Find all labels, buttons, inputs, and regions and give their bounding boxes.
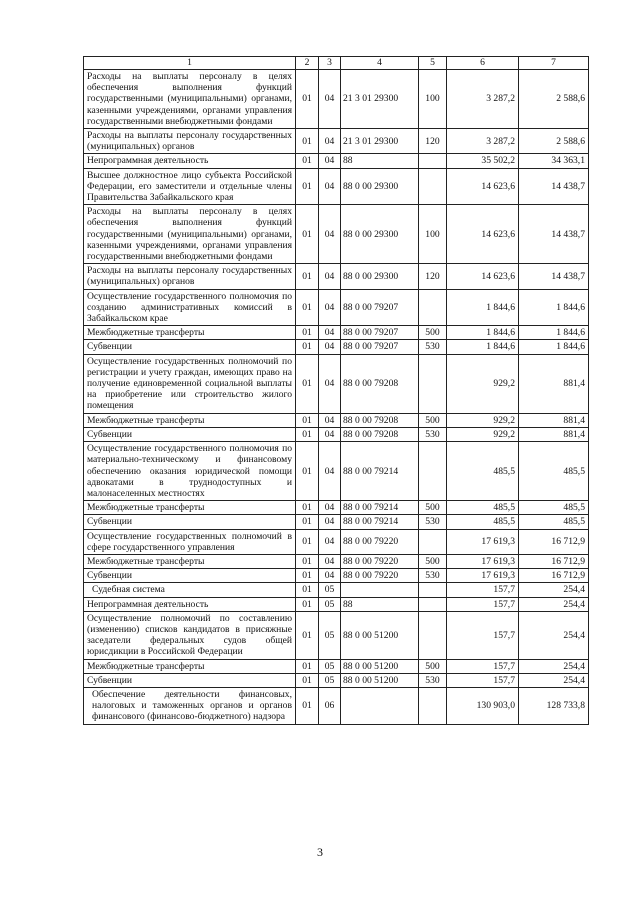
row-name-cell: Непрограммная деятельность [84,597,296,611]
table-row [84,70,589,129]
section-code-cell: 01 [296,168,319,205]
subsection-code-cell: 05 [319,659,341,673]
target-article-cell: 88 0 00 79214 [341,442,419,501]
row-name-cell: Осуществление государственного полномочия по материально-техническому и финансовому обеспечению оказания юридической помощи адвокатами в труднодоступных и малонаселенных местностях [84,442,296,501]
expense-type-cell [419,611,447,659]
subsection-code-cell: 05 [319,597,341,611]
table-row [84,515,589,529]
row-name-cell: Межбюджетные трансферты [84,501,296,515]
amount-col6-cell: 35 502,2 [447,154,519,168]
amount-col7-cell: 881,4 [519,413,589,427]
subsection-code-cell: 04 [319,70,341,129]
amount-col7-cell: 14 438,7 [519,264,589,289]
section-code-cell: 01 [296,659,319,673]
amount-col6-cell: 157,7 [447,659,519,673]
amount-col7-cell: 254,4 [519,597,589,611]
expense-type-cell: 500 [419,326,447,340]
table-row [84,583,589,597]
amount-col6-cell: 929,2 [447,354,519,413]
target-article-cell: 88 0 00 79214 [341,501,419,515]
section-code-cell: 01 [296,597,319,611]
section-code-cell: 01 [296,442,319,501]
table-row [84,529,589,554]
expense-type-cell [419,597,447,611]
target-article-cell: 21 3 01 29300 [341,70,419,129]
target-article-cell: 88 0 00 79220 [341,569,419,583]
amount-col7-cell: 34 363,1 [519,154,589,168]
expense-type-cell: 530 [419,569,447,583]
table-row [84,427,589,441]
subsection-code-cell: 04 [319,515,341,529]
expense-type-cell [419,354,447,413]
amount-col7-cell: 881,4 [519,427,589,441]
row-name-cell: Непрограммная деятельность [84,154,296,168]
table-row [84,687,589,724]
budget-table [83,56,589,725]
subsection-code-cell: 05 [319,611,341,659]
amount-col7-cell: 16 712,9 [519,529,589,554]
amount-col6-cell: 17 619,3 [447,529,519,554]
amount-col6-cell: 485,5 [447,515,519,529]
amount-col6-cell: 3 287,2 [447,70,519,129]
row-name-cell: Субвенции [84,673,296,687]
target-article-cell: 88 [341,597,419,611]
table-row [84,413,589,427]
subsection-code-cell: 04 [319,529,341,554]
amount-col7-cell: 128 733,8 [519,687,589,724]
section-code-cell: 01 [296,673,319,687]
amount-col6-cell: 157,7 [447,673,519,687]
expense-type-cell: 120 [419,129,447,154]
page-number: 3 [317,845,323,859]
row-name-cell: Осуществление государственного полномочия по созданию административных комиссий в Забайкальском крае [84,289,296,326]
amount-col7-cell: 254,4 [519,611,589,659]
table-header-row [84,57,589,70]
amount-col7-cell: 14 438,7 [519,168,589,205]
amount-col7-cell: 2 588,6 [519,129,589,154]
table-row [84,168,589,205]
target-article-cell: 88 0 00 51200 [341,659,419,673]
target-article-cell: 88 0 00 79207 [341,340,419,354]
section-code-cell: 01 [296,129,319,154]
section-code-cell: 01 [296,583,319,597]
row-name-cell: Расходы на выплаты персоналу в целях обеспечения выполнения функций государственными (муниципальными) органами, казенными учреждениями, органами управления государственными внебюджетными фондами [84,205,296,264]
amount-col7-cell: 254,4 [519,583,589,597]
table-row [84,354,589,413]
header-cell: 3 [319,57,341,70]
section-code-cell: 01 [296,569,319,583]
subsection-code-cell: 05 [319,583,341,597]
section-code-cell: 01 [296,554,319,568]
subsection-code-cell: 04 [319,413,341,427]
amount-col6-cell: 157,7 [447,583,519,597]
amount-col6-cell: 17 619,3 [447,569,519,583]
expense-type-cell: 530 [419,673,447,687]
amount-col7-cell: 485,5 [519,501,589,515]
target-article-cell: 88 0 00 51200 [341,673,419,687]
row-name-cell: Осуществление государственных полномочий по регистрации и учету граждан, имеющих право на получение единовременной социальной выплаты на приобретение или строительство жилого помещения [84,354,296,413]
table-row [84,554,589,568]
expense-type-cell: 120 [419,264,447,289]
row-name-cell: Субвенции [84,340,296,354]
amount-col6-cell: 14 623,6 [447,264,519,289]
target-article-cell: 88 0 00 79220 [341,554,419,568]
amount-col6-cell: 485,5 [447,501,519,515]
target-article-cell: 88 0 00 79208 [341,354,419,413]
row-name-cell: Субвенции [84,427,296,441]
expense-type-cell: 500 [419,501,447,515]
amount-col7-cell: 485,5 [519,515,589,529]
amount-col6-cell: 130 903,0 [447,687,519,724]
amount-col7-cell: 2 588,6 [519,70,589,129]
subsection-code-cell: 04 [319,168,341,205]
expense-type-cell [419,442,447,501]
section-code-cell: 01 [296,354,319,413]
target-article-cell: 88 0 00 51200 [341,611,419,659]
subsection-code-cell: 04 [319,569,341,583]
amount-col6-cell: 14 623,6 [447,168,519,205]
target-article-cell: 88 0 00 79208 [341,427,419,441]
table-row [84,205,589,264]
subsection-code-cell: 04 [319,501,341,515]
amount-col6-cell: 1 844,6 [447,340,519,354]
section-code-cell: 01 [296,427,319,441]
expense-type-cell [419,289,447,326]
subsection-code-cell: 04 [319,554,341,568]
amount-col7-cell: 254,4 [519,673,589,687]
row-name-cell: Осуществление государственных полномочий в сфере государственного управления [84,529,296,554]
section-code-cell: 01 [296,611,319,659]
expense-type-cell: 530 [419,427,447,441]
row-name-cell: Субвенции [84,569,296,583]
section-code-cell: 01 [296,501,319,515]
amount-col6-cell: 929,2 [447,413,519,427]
expense-type-cell [419,529,447,554]
amount-col6-cell: 1 844,6 [447,289,519,326]
subsection-code-cell: 04 [319,154,341,168]
amount-col6-cell: 485,5 [447,442,519,501]
expense-type-cell: 500 [419,554,447,568]
subsection-code-cell: 05 [319,673,341,687]
subsection-code-cell: 04 [319,129,341,154]
section-code-cell: 01 [296,515,319,529]
target-article-cell: 88 0 00 79207 [341,289,419,326]
amount-col7-cell: 16 712,9 [519,569,589,583]
table-row [84,340,589,354]
header-cell: 5 [419,57,447,70]
amount-col7-cell: 254,4 [519,659,589,673]
table-row [84,264,589,289]
subsection-code-cell: 04 [319,442,341,501]
section-code-cell: 01 [296,413,319,427]
header-cell: 2 [296,57,319,70]
amount-col7-cell: 16 712,9 [519,554,589,568]
expense-type-cell: 530 [419,340,447,354]
header-cell: 4 [341,57,419,70]
section-code-cell: 01 [296,70,319,129]
row-name-cell: Межбюджетные трансферты [84,326,296,340]
row-name-cell: Расходы на выплаты персоналу государственных (муниципальных) органов [84,129,296,154]
table-row [84,597,589,611]
subsection-code-cell: 04 [319,205,341,264]
amount-col6-cell: 157,7 [447,611,519,659]
target-article-cell: 88 0 00 29300 [341,264,419,289]
row-name-cell: Осуществление полномочий по составлению (изменению) списков кандидатов в присяжные заседатели федеральных судов общей юрисдикции в Российской Федерации [84,611,296,659]
row-name-cell: Обеспечение деятельности финансовых, налоговых и таможенных органов и органов финансового (финансово-бюджетного) надзора [84,687,296,724]
expense-type-cell [419,168,447,205]
target-article-cell: 88 0 00 29300 [341,205,419,264]
amount-col7-cell: 485,5 [519,442,589,501]
header-cell: 6 [447,57,519,70]
table-row [84,442,589,501]
target-article-cell: 88 [341,154,419,168]
table-row [84,501,589,515]
table-row [84,326,589,340]
subsection-code-cell: 04 [319,264,341,289]
row-name-cell: Судебная система [84,583,296,597]
row-name-cell: Расходы на выплаты персоналу государственных (муниципальных) органов [84,264,296,289]
target-article-cell: 88 0 00 79208 [341,413,419,427]
amount-col6-cell: 157,7 [447,597,519,611]
expense-type-cell: 100 [419,70,447,129]
subsection-code-cell: 04 [319,326,341,340]
table-row [84,611,589,659]
table-row [84,659,589,673]
row-name-cell: Межбюджетные трансферты [84,554,296,568]
table-row [84,289,589,326]
subsection-code-cell: 04 [319,289,341,326]
subsection-code-cell: 04 [319,340,341,354]
section-code-cell: 01 [296,205,319,264]
amount-col6-cell: 17 619,3 [447,554,519,568]
target-article-cell: 88 0 00 79207 [341,326,419,340]
amount-col7-cell: 1 844,6 [519,340,589,354]
expense-type-cell: 500 [419,413,447,427]
subsection-code-cell: 04 [319,427,341,441]
amount-col7-cell: 881,4 [519,354,589,413]
expense-type-cell: 100 [419,205,447,264]
section-code-cell: 01 [296,326,319,340]
section-code-cell: 01 [296,529,319,554]
table-row [84,154,589,168]
amount-col7-cell: 14 438,7 [519,205,589,264]
document-page [83,56,588,725]
table-body [84,70,589,725]
subsection-code-cell: 06 [319,687,341,724]
target-article-cell: 88 0 00 79220 [341,529,419,554]
subsection-code-cell: 04 [319,354,341,413]
table-row [84,129,589,154]
expense-type-cell [419,154,447,168]
target-article-cell [341,583,419,597]
target-article-cell: 21 3 01 29300 [341,129,419,154]
row-name-cell: Высшее должностное лицо субъекта Российской Федерации, его заместители и отдельные члены Правительства Забайкальского края [84,168,296,205]
table-row [84,673,589,687]
amount-col6-cell: 1 844,6 [447,326,519,340]
amount-col6-cell: 14 623,6 [447,205,519,264]
amount-col7-cell: 1 844,6 [519,289,589,326]
expense-type-cell [419,687,447,724]
row-name-cell: Межбюджетные трансферты [84,659,296,673]
header-cell: 1 [84,57,296,70]
target-article-cell [341,687,419,724]
expense-type-cell [419,583,447,597]
row-name-cell: Субвенции [84,515,296,529]
section-code-cell: 01 [296,154,319,168]
expense-type-cell: 500 [419,659,447,673]
amount-col6-cell: 929,2 [447,427,519,441]
section-code-cell: 01 [296,289,319,326]
header-cell: 7 [519,57,589,70]
target-article-cell: 88 0 00 29300 [341,168,419,205]
row-name-cell: Межбюджетные трансферты [84,413,296,427]
section-code-cell: 01 [296,340,319,354]
section-code-cell: 01 [296,264,319,289]
amount-col7-cell: 1 844,6 [519,326,589,340]
amount-col6-cell: 3 287,2 [447,129,519,154]
expense-type-cell: 530 [419,515,447,529]
table-row [84,569,589,583]
target-article-cell: 88 0 00 79214 [341,515,419,529]
section-code-cell: 01 [296,687,319,724]
row-name-cell: Расходы на выплаты персоналу в целях обеспечения выполнения функций государственными (муниципальными) органами, казенными учреждениями, органами управления государственными внебюджетными фондами [84,70,296,129]
